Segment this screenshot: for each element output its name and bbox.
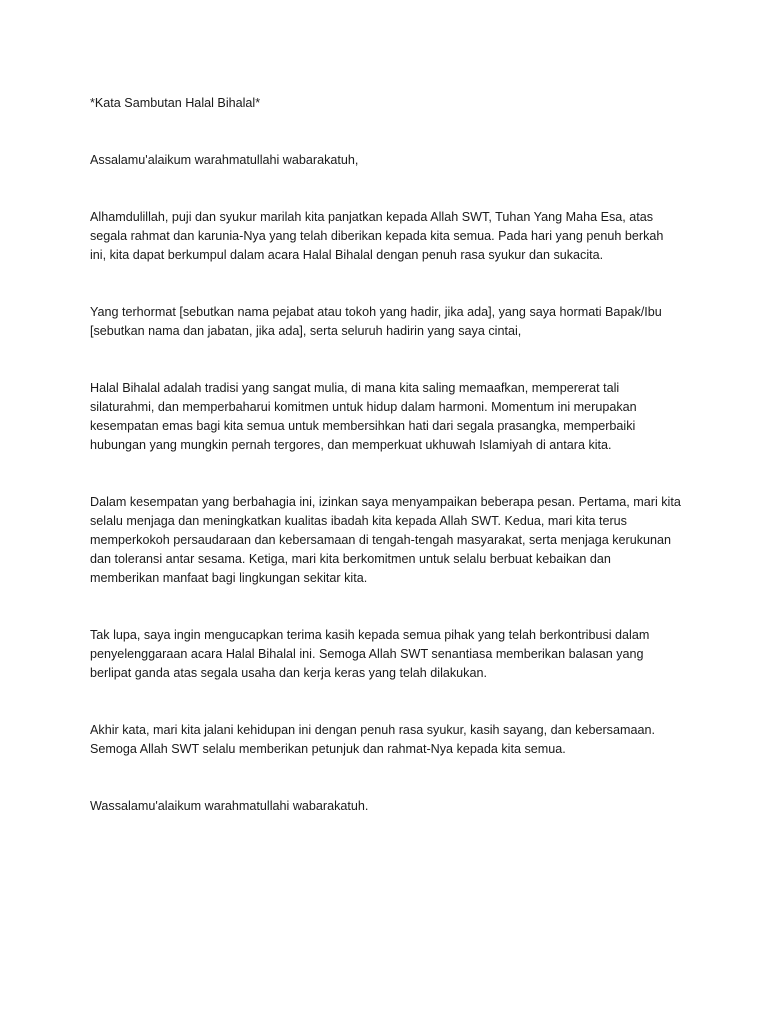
- paragraph-line: berlipat ganda atas segala usaha dan kerja keras yang telah dilakukan.: [90, 666, 487, 680]
- paragraph-thanks: [90, 626, 690, 683]
- title-text: *Kata Sambutan Halal Bihalal*: [90, 96, 261, 110]
- paragraph-line: selalu menjaga dan meningkatkan kualitas ibadah kita kepada Allah SWT. Kedua, mari kita terus: [90, 514, 627, 528]
- paragraph-line: memperkokoh persaudaraan dan kebersamaan di tengah-tengah masyarakat, serta menjaga kerukunan: [90, 533, 672, 547]
- paragraph-line: Dalam kesempatan yang berbahagia ini, izinkan saya menyampaikan beberapa pesan. Pertama, mari kita: [90, 495, 681, 509]
- paragraph-line: Semoga Allah SWT selalu memberikan petunjuk dan rahmat-Nya kepada kita semua.: [90, 742, 566, 756]
- closing-text: Wassalamu'alaikum warahmatullahi wabarakatuh.: [90, 799, 369, 813]
- paragraph-gratitude: [90, 208, 690, 265]
- paragraph-tradition: [90, 379, 690, 455]
- paragraph-honorifics: [90, 303, 690, 341]
- paragraph-line: Yang terhormat [sebutkan nama pejabat atau tokoh yang hadir, jika ada], yang saya hormati Bapak/Ibu: [90, 305, 662, 319]
- opening-text: Assalamu'alaikum warahmatullahi wabarakatuh,: [90, 153, 359, 167]
- opening-greeting: [90, 151, 690, 170]
- closing-greeting: [90, 797, 690, 816]
- paragraph-line: Alhamdulillah, puji dan syukur marilah kita panjatkan kepada Allah SWT, Tuhan Yang Maha Esa, atas: [90, 210, 654, 224]
- paragraph-line: kesempatan emas bagi kita semua untuk membersihkan hati dari segala prasangka, memperbaiki: [90, 419, 636, 433]
- paragraph-line: memberikan manfaat bagi lingkungan sekitar kita.: [90, 571, 368, 585]
- paragraph-messages: [90, 493, 690, 588]
- document-title: [90, 94, 690, 113]
- paragraph-line: Tak lupa, saya ingin mengucapkan terima kasih kepada semua pihak yang telah berkontribusi dalam: [90, 628, 650, 642]
- paragraph-line: [sebutkan nama dan jabatan, jika ada], serta seluruh hadirin yang saya cintai,: [90, 324, 522, 338]
- document-body: [90, 94, 690, 816]
- paragraph-line: ini, kita dapat berkumpul dalam acara Halal Bihalal dengan penuh rasa syukur dan sukacita.: [90, 248, 604, 262]
- paragraph-line: dan toleransi antar sesama. Ketiga, mari kita berkomitmen untuk selalu berbuat kebaikan dan: [90, 552, 611, 566]
- paragraph-line: hubungan yang mungkin pernah tergores, dan memperkuat ukhuwah Islamiyah di antara kita.: [90, 438, 612, 452]
- paragraph-line: segala rahmat dan karunia-Nya yang telah diberikan kepada kita semua. Pada hari yang penuh berkah: [90, 229, 664, 243]
- paragraph-line: penyelenggaraan acara Halal Bihalal ini. Semoga Allah SWT senantiasa memberikan balasan yang: [90, 647, 644, 661]
- paragraph-line: Halal Bihalal adalah tradisi yang sangat mulia, di mana kita saling memaafkan, mempererat tali: [90, 381, 620, 395]
- paragraph-closing-words: [90, 721, 690, 759]
- paragraph-line: silaturahmi, dan memperbaharui komitmen untuk hidup dalam harmoni. Momentum ini merupakan: [90, 400, 637, 414]
- paragraph-line: Akhir kata, mari kita jalani kehidupan ini dengan penuh rasa syukur, kasih sayang, dan kebersamaan.: [90, 723, 655, 737]
